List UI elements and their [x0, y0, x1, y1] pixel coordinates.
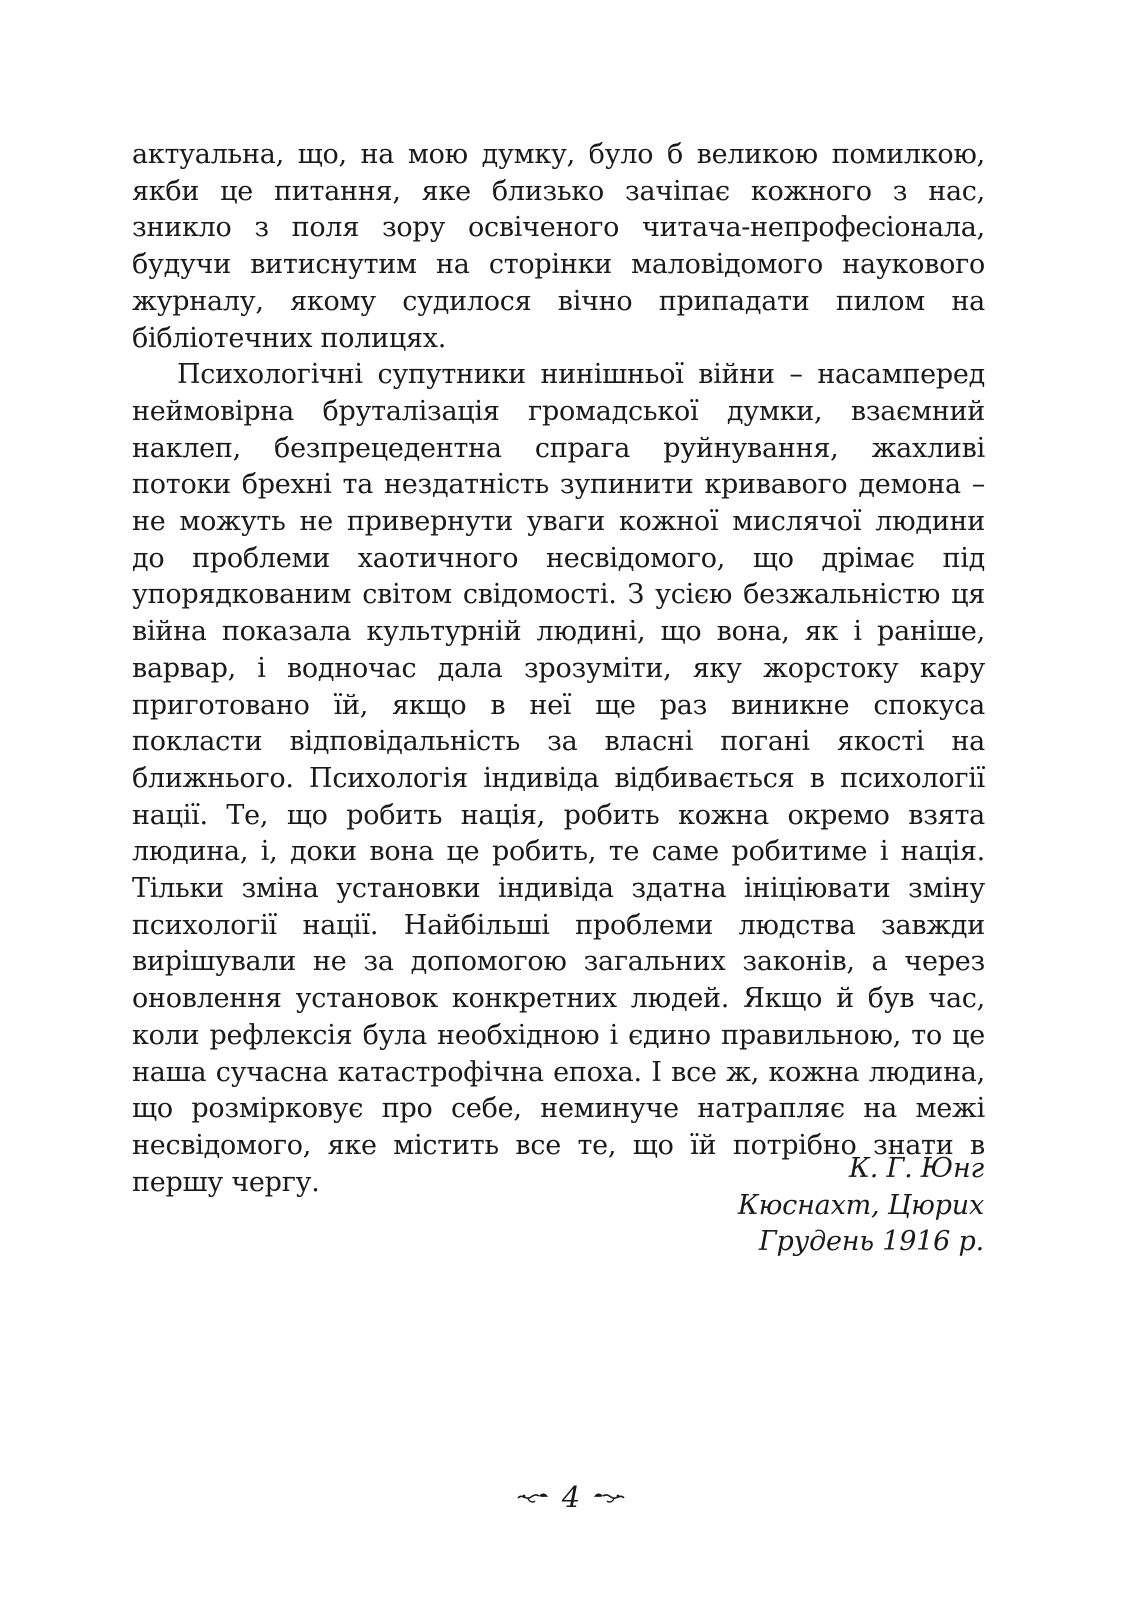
signature-place: Кюснахт, Цюрих	[737, 1189, 984, 1221]
floral-ornament-left-icon	[516, 1489, 550, 1505]
paragraph-2: Психологічні супутники нинішньої війни – насамперед неймовірна бруталізація громадської думки, взаємний наклеп, безпрецедентна спрага руйнування, жахливі потоки брехні та нездатність зупинити кривавого демона – не можуть не привернути уваги кожної мислячої людини до проблеми хаотичного несвідомого, що дрімає під упорядкованим світом свідомості. З усією безжальністю ця війна показала культурній людині, що вона, як і раніше, варвар, і водночас дала зрозуміти, яку жорстоку кару приготовано їй, якщо в неї ще раз виникне спокуса покласти відповідальність за власні погані якості на ближнього. Психологія індивіда відбивається в психології нації. Те, що робить нація, робить кожна окремо взята людина, і, доки вона це робить, те саме робитиме і нація. Тільки зміна установки індивіда здатна ініціювати зміну психології нації. Найбільші проблеми людства завжди вирішували не за допомогою загальних законів, а через оновлення установок конкретних людей. Якщо й був час, коли рефлексія була необхідною і єдино правильною, то це наша сучасна катастрофічна епоха. І все ж, кожна людина, що розмірковує про себе, неминуче натрапляє на межі несвідомого, яке містить все те, що їй потрібно знати в першу чергу.	[132, 359, 985, 1198]
body-text	[132, 137, 985, 1201]
signature-date: Грудень 1916 р.	[758, 1226, 984, 1258]
signature-block	[738, 1151, 984, 1261]
paragraph-1: актуальна, що, на мою думку, було б великою помилкою, якби це питання, яке близько зачіпає кожного з нас, зникло з поля зору освіченого читача-непрофесіонала, будучи витиснутим на сторінки маловідомого наукового журналу, якому судилося вічно припадати пилом на бібліотечних полицях.	[132, 139, 985, 354]
page-footer	[0, 1479, 1142, 1515]
page-number: 4	[561, 1480, 581, 1514]
signature-author: К. Г. Юнг	[849, 1153, 984, 1184]
floral-ornament-right-icon	[592, 1489, 626, 1505]
